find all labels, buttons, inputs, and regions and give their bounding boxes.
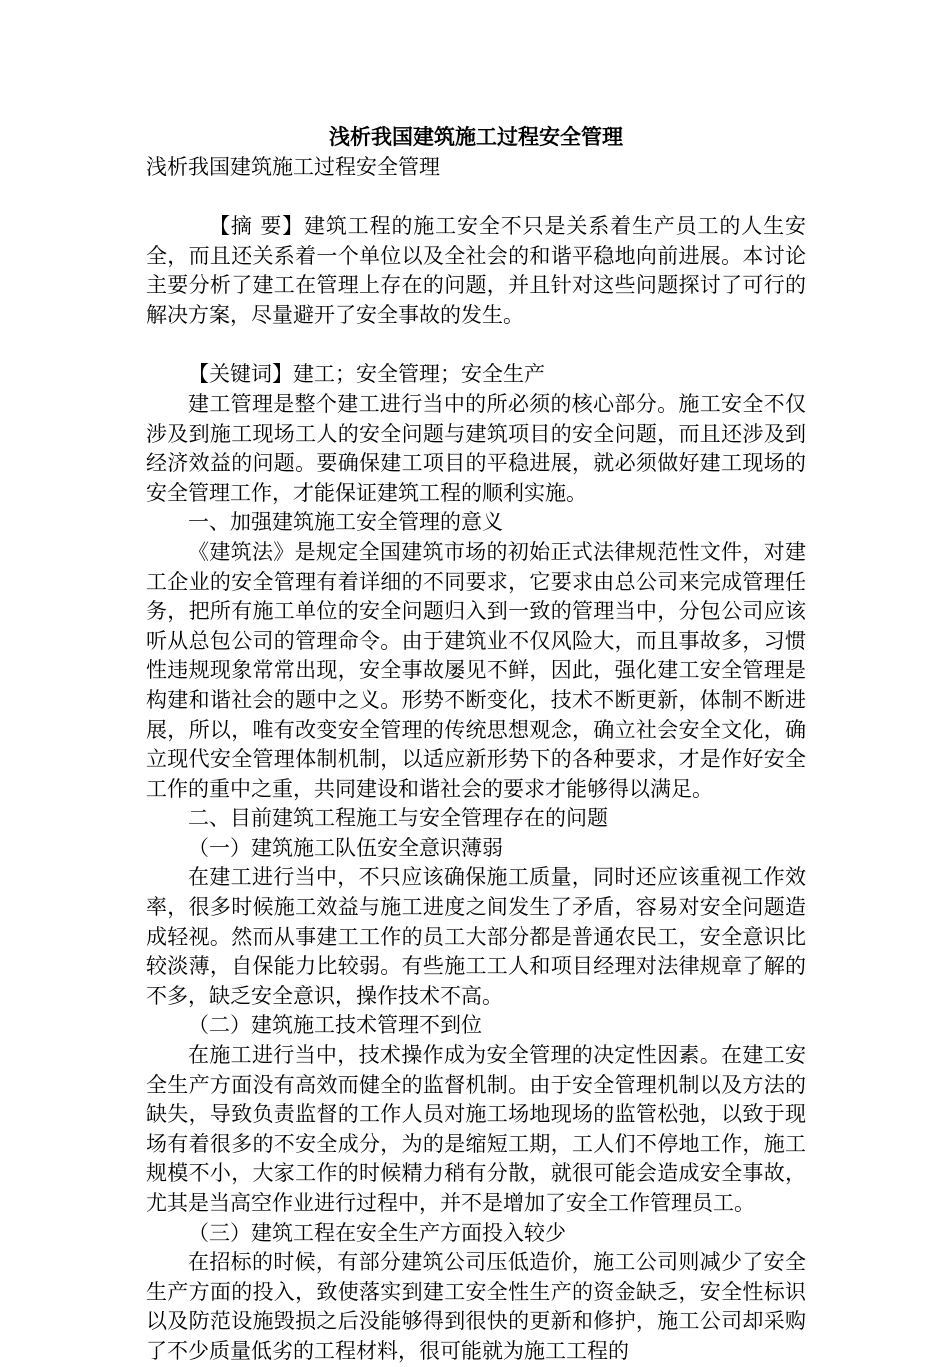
subsection-heading-3: （三）建筑工程在安全生产方面投入较少 xyxy=(188,1220,566,1245)
keywords-line: 【关键词】建工；安全管理；安全生产 xyxy=(188,362,545,387)
blank-line xyxy=(146,330,806,360)
abstract-paragraph: 【摘 要】建筑工程的施工安全不只是关系着生产员工的人生安全，而且还关系着一个单位以及全社会的和谐平稳地向前进展。本讨论主要分析了建工在管理上存在的问题，并且针对这些问题探讨了可行的解决方案，尽量避开了安全事故的发生。 xyxy=(146,214,806,327)
document-title: 浅析我国建筑施工过程安全管理 xyxy=(329,124,623,149)
subsection-3-paragraph: 在招标的时候，有部分建筑公司压低造价，施工公司则减少了安全生产方面的投入，致使落实到建工安全性生产的资金缺乏，安全性标识以及防范设施毁损之后没能够得到很快的更新和修护，施工公司却采购了不少质量低劣的工程材料，很可能就为施工工程的 xyxy=(146,1250,806,1363)
section-1-paragraph: 《建筑法》是规定全国建筑市场的初始正式法律规范性文件，对建工企业的安全管理有着详细的不同要求，它要求由总公司来完成管理任务，把所有施工单位的安全问题归入到一致的管理当中，分包公司应该听从总包公司的管理命令。由于建筑业不仅风险大，而且事故多，习惯性违规现象常常出现，安全事故屡见不鲜，因此，强化建工安全管理是构建和谐社会的题中之义。形势不断变化，技术不断更新，体制不断进展，所以，唯有改变安全管理的传统思想观念，确立社会安全文化，确立现代安全管理体制机制，以适应新形势下的各种要求，才是作好安全工作的重中之重，共同建设和谐社会的要求才能够得以满足。 xyxy=(146,539,806,801)
subsection-heading-2: （二）建筑施工技术管理不到位 xyxy=(188,1013,482,1038)
section-heading-2: 二、目前建筑工程施工与安全管理存在的问题 xyxy=(188,806,608,831)
subsection-heading-1: （一）建筑施工队伍安全意识薄弱 xyxy=(188,835,503,860)
intro-paragraph: 建工管理是整个建工进行当中的所必须的核心部分。施工安全不仅涉及到施工现场工人的安全问题与建筑项目的安全问题，而且还涉及到经济效益的问题。要确保建工项目的平稳进展，就必须做好建工现场的安全管理工作，才能保证建筑工程的顺利实施。 xyxy=(146,391,806,505)
blank-line xyxy=(146,182,806,212)
section-heading-1: 一、加强建筑施工安全管理的意义 xyxy=(188,510,503,535)
subsection-1-paragraph: 在建工进行当中，不只应该确保施工质量，同时还应该重视工作效率，很多时候施工效益与施工进度之间发生了矛盾，容易对安全问题造成轻视。然而从事建工工作的员工大部分都是普通农民工，安全意识比较淡薄，自保能力比较弱。有些施工工人和项目经理对法律规章了解的不多，缺乏安全意识，操作技术不高。 xyxy=(146,865,806,1008)
document-subtitle: 浅析我国建筑施工过程安全管理 xyxy=(146,155,440,179)
document-page xyxy=(146,122,806,1367)
subsection-2-paragraph: 在施工进行当中，技术操作成为安全管理的决定性因素。在建工安全生产方面没有高效而健全的监督机制。由于安全管理机制以及方法的缺失，导致负责监督的工作人员对施工场地现场的监管松弛，以致于现场有着很多的不安全成分，为的是缩短工期，工人们不停地工作，施工规模不小，大家工作的时候精力稍有分散，就很可能会造成安全事故，尤其是当高空作业进行过程中，并不是增加了安全工作管理员工。 xyxy=(146,1043,806,1215)
